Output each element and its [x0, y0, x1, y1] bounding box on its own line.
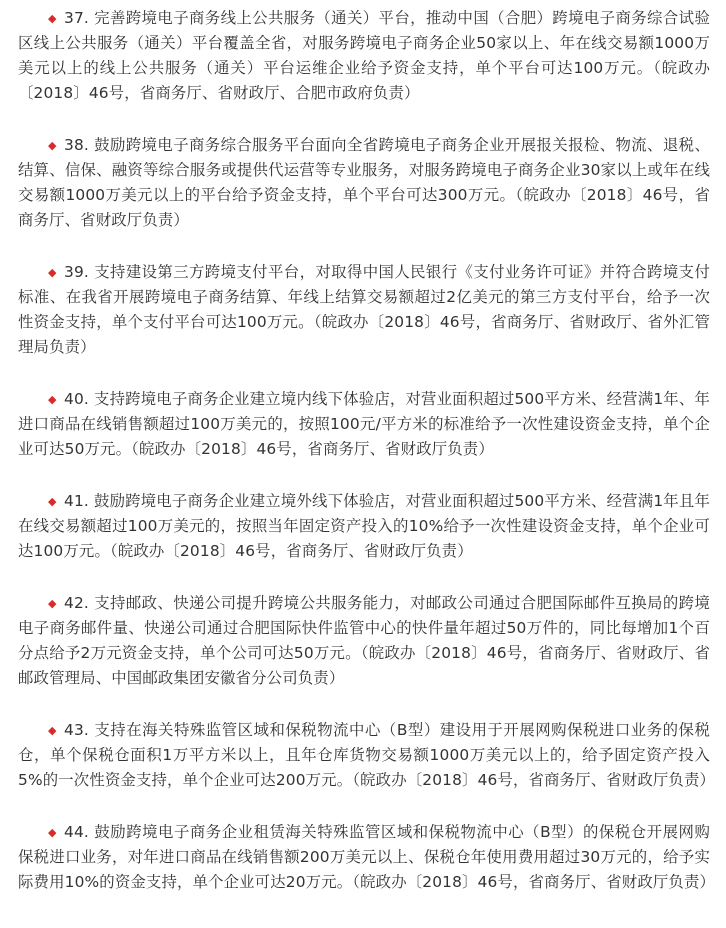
policy-item-41	[18, 489, 710, 564]
item-number: 44.	[64, 823, 89, 841]
paragraph-gap	[18, 360, 710, 387]
policy-item-42	[18, 591, 710, 691]
diamond-icon: ◆	[48, 266, 57, 279]
item-text: 完善跨境电子商务线上公共服务（通关）平台，推动中国（合肥）跨境电子商务综合试验区线上公共服务（通关）平台覆盖全省，对服务跨境电子商务企业50家以上、年在线交易额1000万美元以上的线上公共服务（通关）平台运维企业给予资金支持，单个平台可达100万元。（皖政办〔2018〕46号，省商务厅、省财政厅、合肥市政府负责）	[18, 9, 710, 102]
diamond-icon: ◆	[48, 393, 57, 406]
diamond-icon: ◆	[48, 12, 57, 25]
paragraph-gap	[18, 233, 710, 260]
paragraph-gap	[18, 462, 710, 489]
policy-item-40	[18, 387, 710, 462]
item-text: 支持建设第三方跨境支付平台，对取得中国人民银行《支付业务许可证》并符合跨境支付标准、在我省开展跨境电子商务结算、年线上结算交易额超过2亿美元的第三方支付平台，给予一次性资金支持，单个支付平台可达100万元。（皖政办〔2018〕46号，省商务厅、省财政厅、省外汇管理局负责）	[18, 263, 710, 356]
item-number: 43.	[64, 721, 89, 739]
item-number: 38.	[64, 136, 89, 154]
diamond-icon: ◆	[48, 597, 57, 610]
paragraph-gap	[18, 691, 710, 718]
diamond-icon: ◆	[48, 724, 57, 737]
policy-item-39	[18, 260, 710, 360]
policy-item-38	[18, 133, 710, 233]
diamond-icon: ◆	[48, 495, 57, 508]
item-text: 支持跨境电子商务企业建立境内线下体验店，对营业面积超过500平方米、经营满1年、年进口商品在线销售额超过100万美元的，按照100元/平方米的标准给予一次性建设资金支持，单个企业可达50万元。（皖政办〔2018〕46号，省商务厅、省财政厅负责）	[18, 390, 710, 458]
item-text: 支持在海关特殊监管区域和保税物流中心（B型）建设用于开展网购保税进口业务的保税仓，单个保税仓面积1万平方米以上，且年仓库货物交易额1000万美元以上的，给予固定资产投入5%的一次性资金支持，单个企业可达200万元。（皖政办〔2018〕46号，省商务厅、省财政厅负责）	[18, 721, 716, 789]
item-number: 39.	[64, 263, 89, 281]
diamond-icon: ◆	[48, 826, 57, 839]
paragraph-gap	[18, 793, 710, 820]
policy-item-37	[18, 6, 710, 106]
item-number: 41.	[64, 492, 89, 510]
item-number: 37.	[64, 9, 89, 27]
item-text: 鼓励跨境电子商务综合服务平台面向全省跨境电子商务企业开展报关报检、物流、退税、结算、信保、融资等综合服务或提供代运营等专业服务，对服务跨境电子商务企业30家以上或年在线交易额1000万美元以上的平台给予资金支持，单个平台可达300万元。（皖政办〔2018〕46号，省商务厅、省财政厅负责）	[18, 136, 710, 229]
diamond-icon: ◆	[48, 139, 57, 152]
policy-item-43	[18, 718, 716, 793]
item-number: 42.	[64, 594, 89, 612]
item-text: 鼓励跨境电子商务企业租赁海关特殊监管区域和保税物流中心（B型）的保税仓开展网购保税进口业务，对年进口商品在线销售额200万美元以上、保税仓年使用费用超过30万元的，给予实际费用10%的资金支持，单个企业可达20万元。（皖政办〔2018〕46号，省商务厅、省财政厅负责）	[18, 823, 716, 891]
item-number: 40.	[64, 390, 89, 408]
paragraph-gap	[18, 564, 710, 591]
item-text: 鼓励跨境电子商务企业建立境外线下体验店，对营业面积超过500平方米、经营满1年且年在线交易额超过100万美元的，按照当年固定资产投入的10%给予一次性建设资金支持，单个企业可达100万元。（皖政办〔2018〕46号，省商务厅、省财政厅负责）	[18, 492, 710, 560]
policy-item-44	[18, 820, 716, 895]
paragraph-gap	[18, 106, 710, 133]
item-text: 支持邮政、快递公司提升跨境公共服务能力，对邮政公司通过合肥国际邮件互换局的跨境电子商务邮件量、快递公司通过合肥国际快件监管中心的快件量年超过50万件的，同比每增加1个百分点给予2万元资金支持，单个公司可达50万元。（皖政办〔2018〕46号，省商务厅、省财政厅、省邮政管理局、中国邮政集团安徽省分公司负责）	[18, 594, 710, 687]
